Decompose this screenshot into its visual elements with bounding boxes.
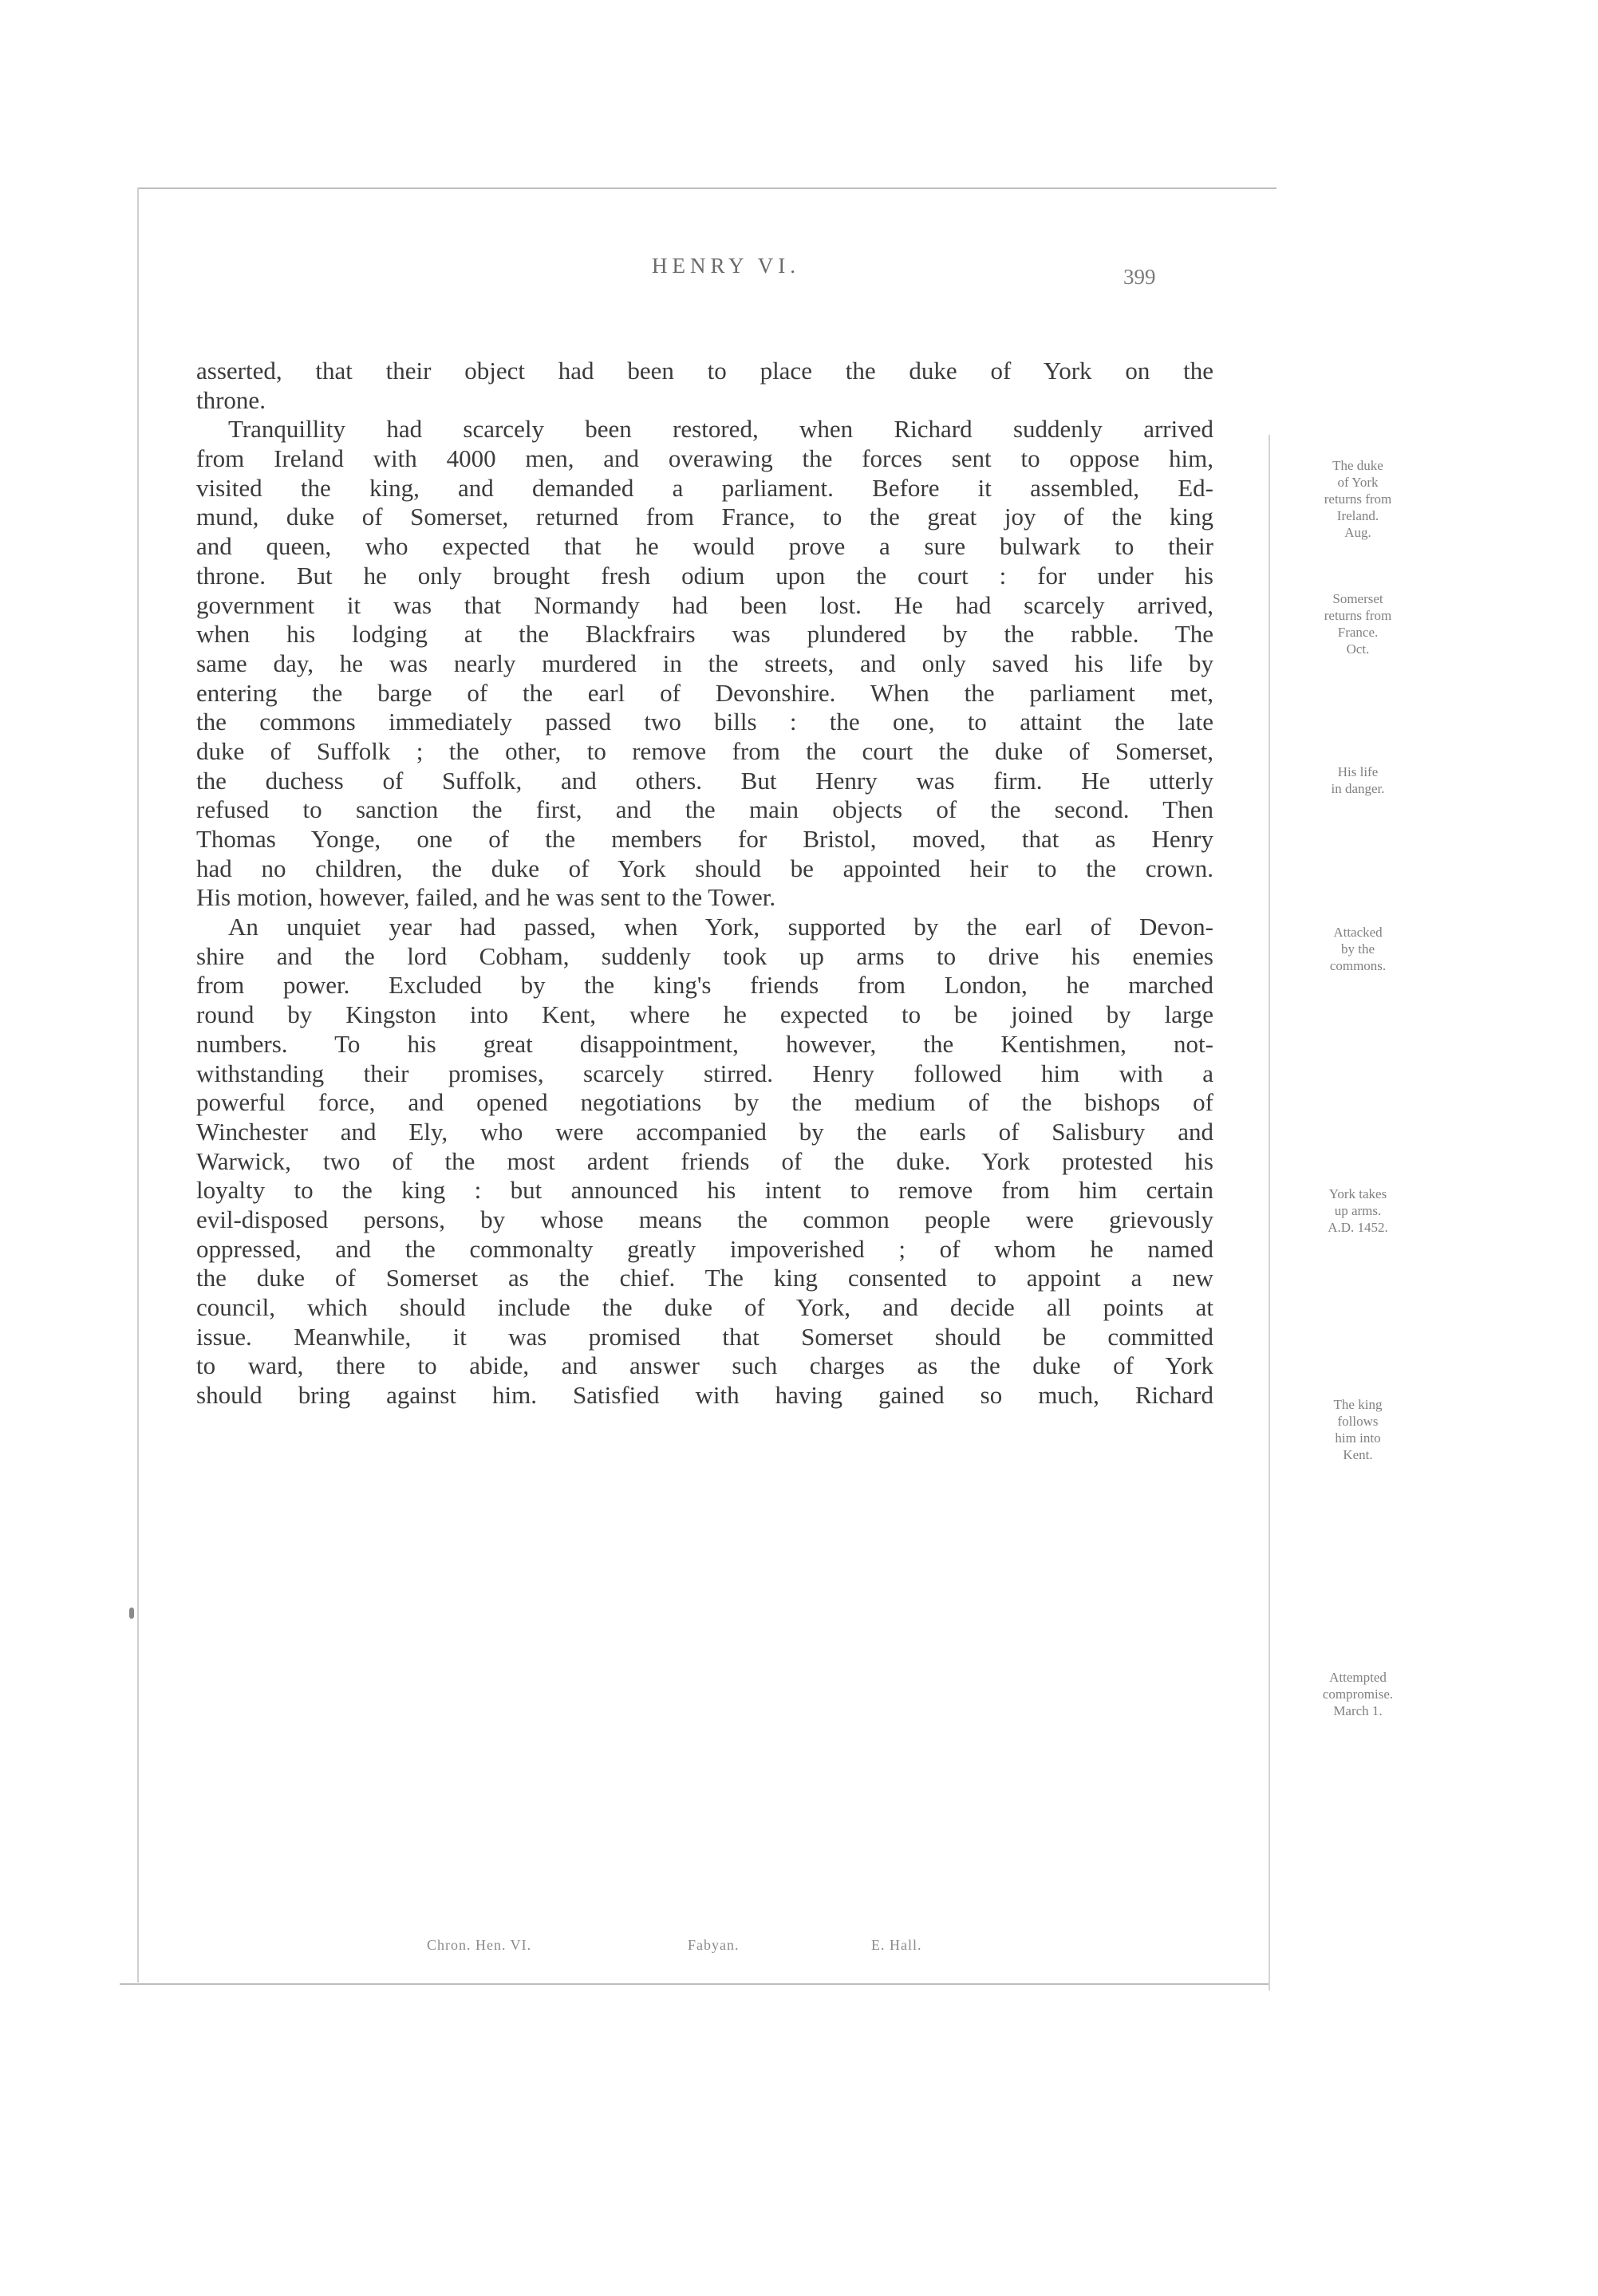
body-line: the commons immediately passed two bills : the one, to attaint the late [196,708,1213,736]
body-line: mund, duke of Somerset, returned from France, to the great joy of the king [196,503,1213,531]
body-line: had no children, the duke of York should be appointed heir to the crown. [196,854,1213,882]
sidenote-line: Oct. [1346,641,1370,657]
body-line: when his lodging at the Blackfrairs was plundered by the rabble. The [196,620,1213,649]
body-line: and queen, who expected that he would prove a sure bulwark to their [196,532,1213,561]
sidenote-attempted-compromise [1278,1669,1438,1719]
body-line: refused to sanction the first, and the main objects of the second. Then [196,795,1213,824]
body-line: His motion, however, failed, and he was sent to the Tower. [196,883,776,912]
page-number: 399 [1123,265,1156,289]
frame-top-rule [137,187,1276,189]
body-line: from Ireland with 4000 men, and overawing the forces sent to oppose him, [196,444,1213,473]
sidenote-line: Ireland. [1336,508,1379,523]
sidenote-life-in-danger [1278,763,1438,797]
sidenote-line: March 1. [1333,1703,1383,1718]
sidenote-line: A.D. 1452. [1328,1220,1388,1235]
sidenote-line: His life [1337,764,1379,779]
body-line: powerful force, and opened negotiations by the medium of the bishops of [196,1088,1213,1117]
source-citation: Chron. Hen. VI. [427,1937,532,1953]
body-line: loyalty to the king : but announced his intent to remove from him certain [196,1176,1213,1205]
sidenote-line: Aug. [1344,525,1371,540]
sidenote-line: Kent. [1343,1447,1373,1462]
body-line: Winchester and Ely, who were accompanied by the earls of Salisbury and [196,1117,1213,1146]
sidenote-line: Attacked [1333,925,1383,940]
body-line: council, which should include the duke of York, and decide all points at [196,1293,1213,1321]
body-line: numbers. To his great disappointment, however, the Kentishmen, not- [196,1029,1213,1058]
body-line: to ward, there to abide, and answer such charges as the duke of York [196,1351,1213,1380]
sidenote-attacked-by-commons [1278,924,1438,974]
source-citation: Fabyan. [688,1937,740,1953]
sidenote-line: The king [1333,1397,1383,1412]
ink-mark [129,1608,134,1619]
body-line: visited the king, and demanded a parliament. Before it assembled, Ed- [196,473,1213,502]
sidenote-line: returns from [1324,491,1392,507]
body-line: duke of Suffolk ; the other, to remove from the court the duke of Somerset, [196,736,1213,765]
sidenote-line: returns from [1324,608,1392,623]
body-line: throne. But he only brought fresh odium upon the court : for under his [196,561,1213,590]
sidenote-line: up arms. [1334,1203,1382,1218]
sidenote-somerset-returns [1278,590,1438,657]
body-line: Thomas Yonge, one of the members for Bristol, moved, that as Henry [196,825,1213,853]
sidenote-king-follows [1278,1396,1438,1463]
sidenote-line: of York [1337,475,1379,490]
sidenote-york-takes-arms [1278,1185,1438,1236]
sidenote-line: him into [1335,1430,1381,1446]
sidenote-line: The duke [1332,458,1383,473]
sidenote-york-returns [1278,457,1438,541]
body-line: the duke of Somerset as the chief. The king consented to appoint a new [196,1264,1213,1292]
body-line: from power. Excluded by the king's friends from London, he marched [196,971,1213,1000]
body-line: Tranquillity had scarcely been restored, when Richard suddenly arrived [228,415,1213,444]
sidenote-line: by the [1340,941,1375,957]
body-line: throne. [196,385,266,414]
body-line: same day, he was nearly murdered in the streets, and only saved his life by [196,649,1213,677]
sidenote-line: compromise. [1322,1686,1394,1702]
sidenote-line: in danger. [1331,781,1385,796]
body-line: evil-disposed persons, by whose means the common people were grievously [196,1205,1213,1233]
body-line: oppressed, and the commonalty greatly impoverished ; of whom he named [196,1234,1213,1263]
sidenote-line: France. [1337,625,1379,640]
sidenote-line: Attempted [1329,1670,1387,1685]
body-line: shire and the lord Cobham, suddenly took up arms to drive his enemies [196,941,1213,970]
sidenote-line: follows [1337,1414,1379,1429]
body-line: the duchess of Suffolk, and others. But Henry was firm. He utterly [196,766,1213,795]
body-line: asserted, that their object had been to place the duke of York on the [196,357,1213,385]
body-line: round by Kingston into Kent, where he expected to be joined by large [196,1000,1213,1029]
running-head: HENRY VI. [651,254,800,278]
sidenote-line: York takes [1328,1186,1387,1201]
body-line: government it was that Normandy had been lost. He had scarcely arrived, [196,590,1213,619]
frame-left-rule [137,187,139,1982]
body-text [196,357,1213,1410]
body-line: An unquiet year had passed, when York, supported by the earl of Devon- [228,913,1213,941]
body-line: entering the barge of the earl of Devonshire. When the parliament met, [196,678,1213,707]
body-line: withstanding their promises, scarcely stirred. Henry followed him with a [196,1059,1213,1087]
frame-bottom-rule [120,1983,1269,1985]
sidenote-line: commons. [1329,958,1387,973]
margin-rule [1269,435,1270,1990]
body-line: should bring against him. Satisfied with having gained so much, Richard [196,1381,1213,1410]
body-line: Warwick, two of the most ardent friends of the duke. York protested his [196,1146,1213,1175]
sidenote-line: Somerset [1332,591,1383,606]
body-line: issue. Meanwhile, it was promised that Somerset should be committed [196,1322,1213,1351]
source-citation: E. Hall. [871,1937,922,1953]
